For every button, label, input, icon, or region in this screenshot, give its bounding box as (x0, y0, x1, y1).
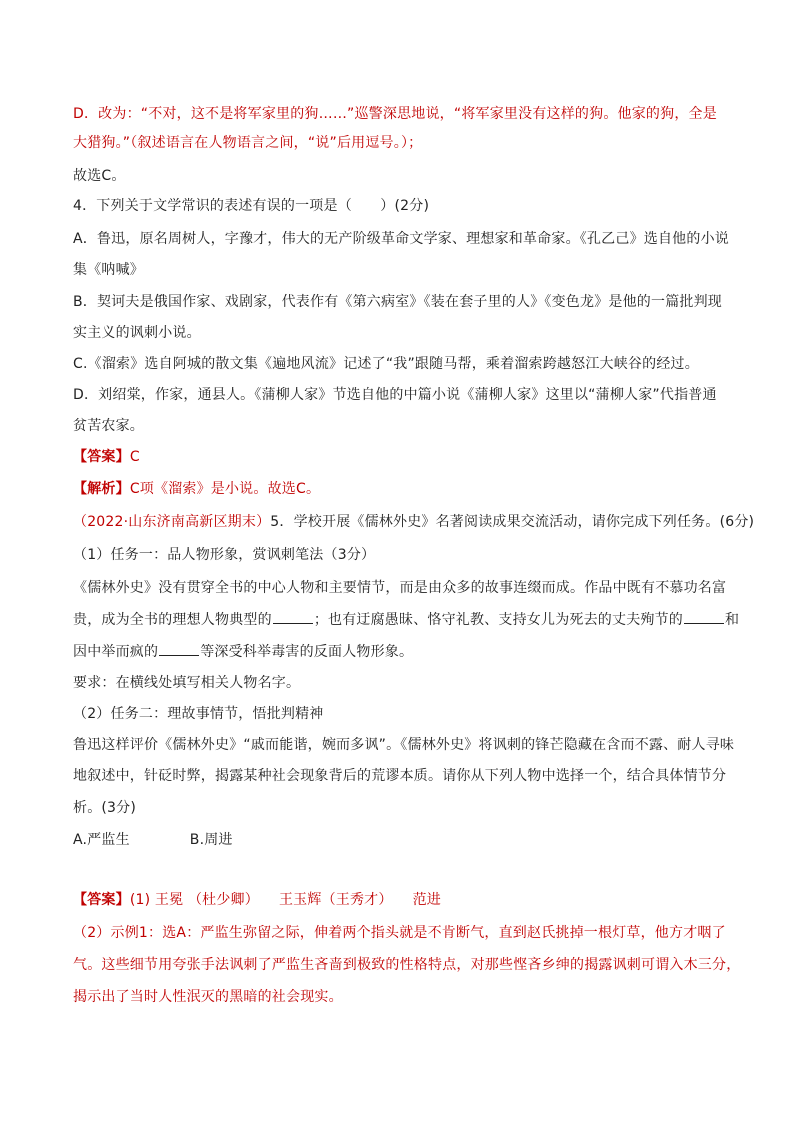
q3-explain-line-2-text: 大猎狗。”（叙述语言在人物语言之间，“说”后用逗号。）； (73, 135, 423, 151)
fill-blank-1 (273, 609, 313, 624)
q4-analysis (73, 479, 738, 499)
q5-task2-line-2: 地叙述中，针砭时弊，揭露某种社会现象背后的荒谬本质。请你从下列人物中选择一个，结合具体情节分 (73, 768, 727, 784)
q5-answer-2-line-1: （2）示例1：选A：严监生弥留之际，伸着两个指头就是不肯断气，直到赵氏挑掉一根灯草，他方才咽了 (73, 925, 726, 941)
q4-option-d-line-1: D．刘绍棠，作家，通县人。《蒲柳人家》节选自他的中篇小说《蒲柳人家》这里以“蒲柳人家”代指普通 (73, 387, 717, 403)
q4-analysis-text: C项《溜索》是小说。故选C。 (129, 481, 321, 497)
q3-explain-line-2 (73, 133, 738, 153)
q5-task1-line-2a: 贵，成为全书的理想人物典型的 (73, 612, 272, 628)
q5-answer-2-line-2: 气。这些细节用夸张手法讽刺了严监生吝啬到极致的性格特点，对那些悭吝乡绅的揭露讽刺可谓入木三分， (73, 957, 741, 973)
q4-answer (73, 447, 738, 467)
answer-tag: 【答案】 (73, 449, 130, 465)
q5-answer-2-line-3: 揭示出了当时人性泯灭的黑暗的社会现实。 (73, 989, 343, 1005)
q5-task1-title: （1）任务一：品人物形象，赏讽刺笔法（3分） (73, 547, 376, 563)
q5-answer-1 (73, 890, 738, 910)
q5-answer-1-c: 范进 (412, 892, 441, 908)
q5-stem (73, 512, 755, 532)
q4-stem: 4．下列关于文学常识的表述有误的一项是（ ）(2分) (73, 198, 430, 214)
fill-blank-2 (684, 609, 724, 624)
q3-explain-line-1: D．改为：“不对，这不是将军家里的狗……”巡警深思地说，“将军家里没有这样的狗。他家的狗，全是 (73, 106, 717, 122)
fill-blank-3 (159, 641, 199, 656)
q4-option-a-line-2: 集《呐喊》 (73, 262, 144, 278)
q5-task2-title: （2）任务二：理故事情节，悟批判精神 (73, 706, 324, 722)
q5-task1-line-3 (73, 641, 738, 662)
q4-answer-value: C (129, 449, 140, 465)
q5-task1-requirement: 要求：在横线处填写相关人物名字。 (73, 675, 301, 691)
q5-task2-line-1: 鲁迅这样评价《儒林外史》“戚而能谐，婉而多讽”。《儒林外史》将讽刺的锋芒隐藏在含而不露、耐人寻味 (73, 737, 735, 753)
q4-option-b-line-1: B．契诃夫是俄国作家、戏剧家，代表作有《第六病室》《装在套子里的人》《变色龙》是他的一篇批判现 (73, 294, 723, 310)
q5-task2-line-3: 析。(3分) (73, 800, 137, 816)
choice-a: A.严监生 (73, 832, 130, 848)
q5-answer-1-b: 王玉辉（王秀才） (278, 892, 393, 908)
q5-answer-1-a: 王冕 （杜少卿） (154, 892, 259, 908)
q4-option-b-line-2: 实主义的讽刺小说。 (73, 325, 201, 341)
q5-task1-line-2c: 和 (725, 612, 740, 628)
q5-stem-text: 5．学校开展《儒林外史》名著阅读成果交流活动，请你完成下列任务。(6分) (270, 514, 755, 530)
q5-task1-line-3b: 等深受科举毒害的反面人物形象。 (200, 644, 414, 660)
choice-b: B.周进 (189, 832, 233, 848)
q5-source: （2022·山东济南高新区期末） (73, 514, 271, 530)
answer-tag: 【答案】 (73, 892, 130, 908)
q4-option-c: C.《溜索》选自阿城的散文集《遍地风流》记述了“我”跟随马帮，乘着溜索跨越怒江大峡谷的经过。 (73, 356, 699, 372)
q5-choices (73, 830, 738, 850)
q3-conclusion: 故选C。 (73, 168, 126, 184)
q5-task1-line-2 (73, 609, 738, 630)
q4-option-d-line-2: 贫苦农家。 (73, 418, 144, 434)
q5-answer-1-prefix: (1) (129, 892, 151, 908)
analysis-tag: 【解析】 (73, 481, 130, 497)
q5-task1-line-1: 《儒林外史》没有贯穿全书的中心人物和主要情节，而是由众多的故事连缀而成。作品中既有不慕功名富 (73, 580, 727, 596)
q5-task1-line-3a: 因中举而疯的 (73, 644, 159, 660)
q4-option-a-line-1: A．鲁迅，原名周树人，字豫才，伟大的无产阶级革命文学家、理想家和革命家。《孔乙己》选自他的小说 (73, 231, 729, 247)
q5-task1-line-2b: ；也有迂腐愚昧、恪守礼教、支持女儿为死去的丈夫殉节的 (313, 612, 684, 628)
